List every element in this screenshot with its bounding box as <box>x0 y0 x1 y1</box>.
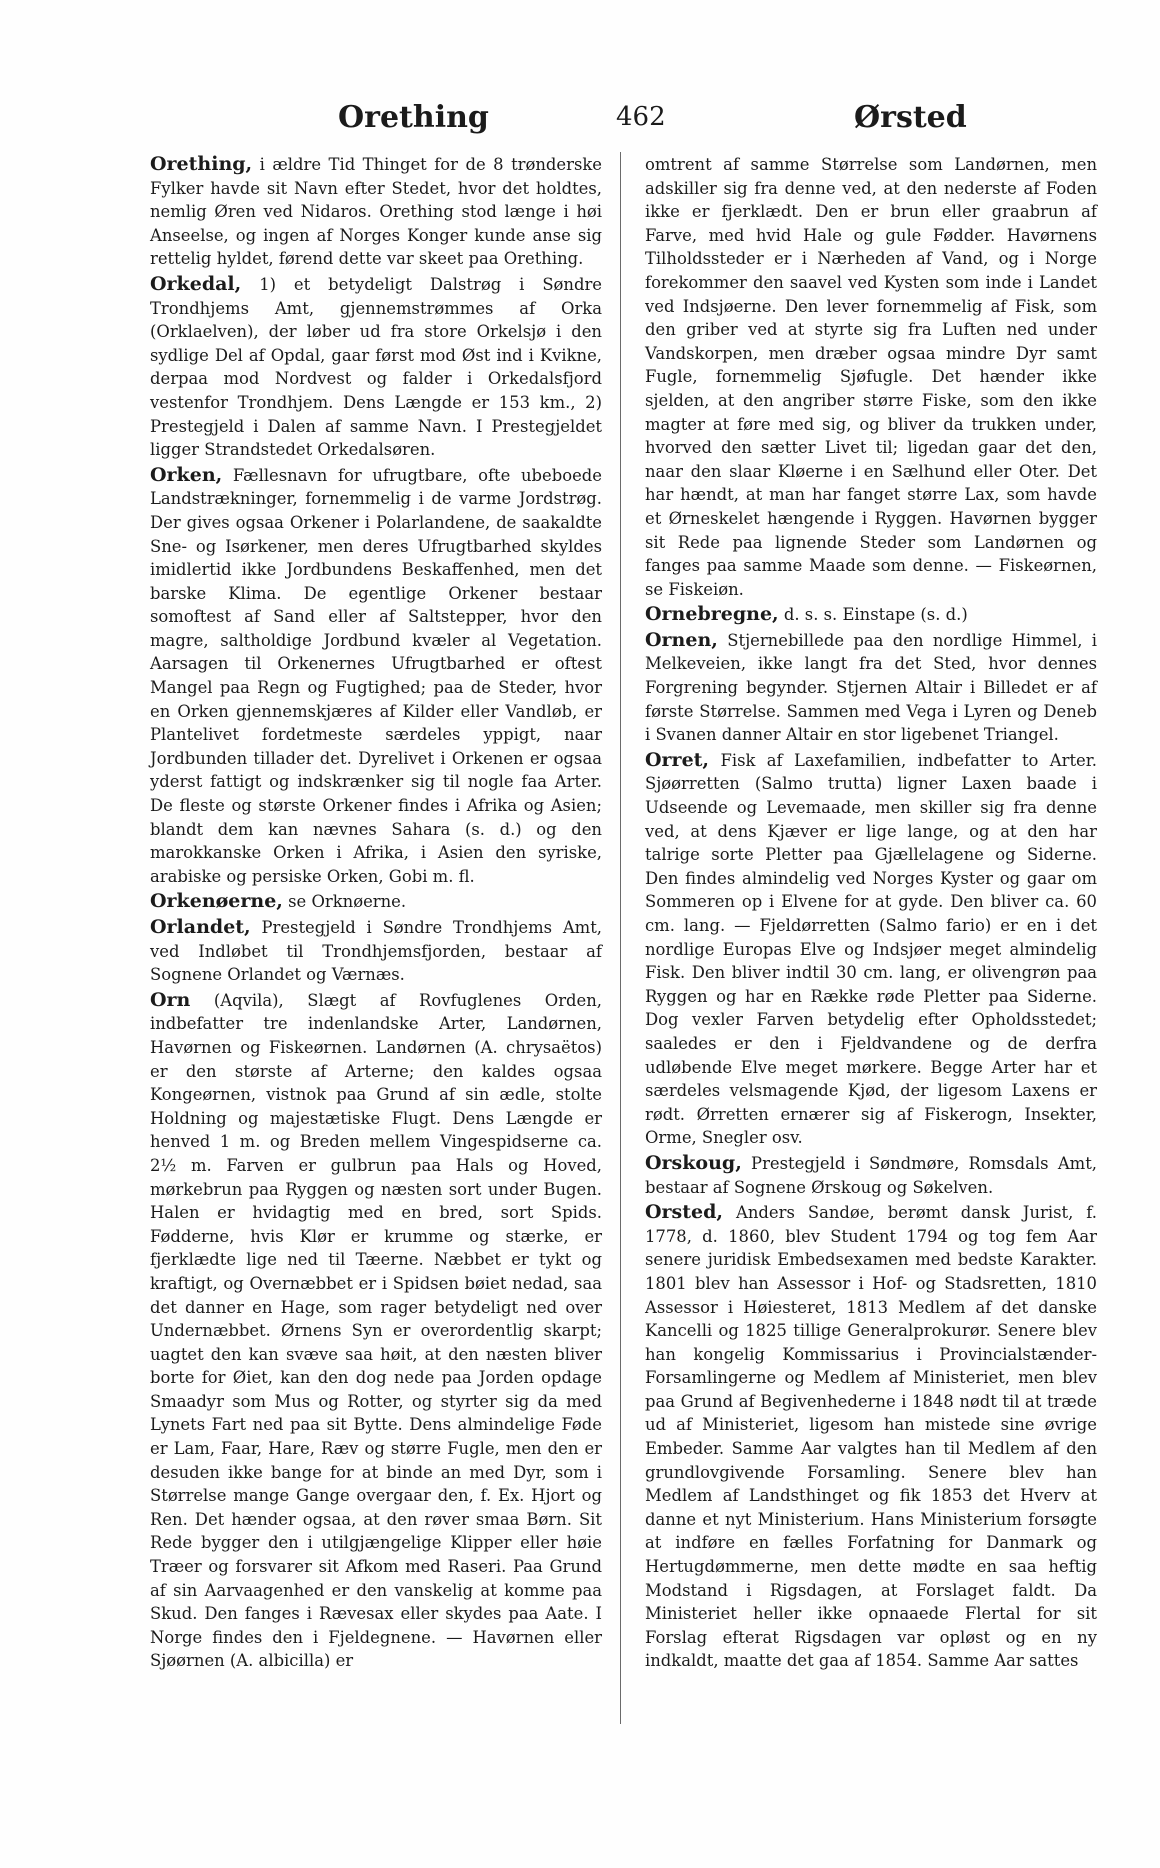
entry-text: Anders Sandøe, berømt dansk Jurist, f. 1778, d. 1860, blev Student 1794 og tog fem Aar senere juridisk Embedsexamen med bedste Karakter. 1801 blev han Assessor i Hof- og Stadsretten, 1810 Assessor i Høiesteret, 1813 Medlem af det danske Kancelli og 1825 tillige Generalprokurør. Senere blev han kongelig Kommissarius i Provincialstænder-Forsamlingerne og Medlem af Ministeriet, men blev paa Grund af Begivenhederne i 1848 nødt til at træde ud af Ministeriet, ligesom han mistede sine øvrige Embeder. Samme Aar valgtes han til Medlem af den grundlovgivende Forsamling. Senere blev han Medlem af Landsthinget og fik 1853 det Hverv at danne et nyt Ministerium. Hans Ministerium forsøgte at indføre en fælles Forfatning for Danmark og Hertugdømmerne, men dette mødte en saa heftig Modstand i Rigsdagen, at Forslaget faldt. Da Ministeriet heller ikke opnaaede Flertal for sit Forslag efterat Rigsdagen var opløst og en ny indkaldt, maatte det gaa af 1854. Samme Aar sattes <box>645 1203 1097 1671</box>
entry <box>150 464 602 889</box>
entry <box>645 1152 1097 1199</box>
headword: Orkenøerne, <box>150 890 283 913</box>
entry <box>150 989 602 1673</box>
entry <box>150 890 602 914</box>
headword: Orret, <box>645 748 710 771</box>
headword: Orething, <box>150 153 253 175</box>
entry <box>150 273 602 462</box>
entry <box>150 153 602 271</box>
entry-text: Prestegjeld i Søndre Trondhjems Amt, ved Indløbet til Trondhjemsfjorden, bestaar af Sognene Orlandet og Værnæs. <box>150 918 602 985</box>
headword: Orlandet, <box>150 916 251 938</box>
headword: Orn <box>150 988 191 1011</box>
page-number: 462 <box>616 102 666 132</box>
entry-text: omtrent af samme Størrelse som Landørnen, men adskiller sig fra denne ved, at den nederste af Foden ikke er fjerklædt. Den er brun eller graabrun af Farve, med hvid Hale og gule Fødder. Havørnens Tilholdssteder er i Nærheden af Vand, og i Norge forekommer den saavel ved Kysten som inde i Landet ved Indsjøerne. Den lever fornemmelig af Fisk, som den griber ved at styrte sig fra Luften ned under Vandskorpen, men dræber ogsaa mindre Dyr samt Fugle, fornemmelig Sjøfugle. Det hænder ikke sjelden, at den angriber større Fiske, som den ikke magter at føre med sig, og bliver da trukken under, hvorved den sætter Livet til; ligedan gaar det den, naar den slaar Kløerne i en Sælhund eller Oter. Det har hændt, at man har fanget større Lax, som havde et Ørneskelet hængende i Ryggen. Havørnen bygger sit Rede paa lignende Steder som Landørnen og fanges paa samme Maade som denne. — Fiskeørnen, se Fiskeiøn. <box>645 155 1097 599</box>
entry-text: Fisk af Laxefamilien, indbefatter to Arter. Sjøørretten (Salmo trutta) ligner Laxen baade i Udseende og Levemaade, men skiller sig fra denne ved, at dens Kjæver er lige lange, og at den har talrige sorte Pletter paa Gjællelagene og Siderne. Den findes almindelig ved Norges Kyster og gaar om Sommeren op i Elvene for at gyde. Den bliver ca. 60 cm. lang. — Fjeldørretten (Salmo fario) er en i det nordlige Europas Elve og Indsjøer meget almindelig Fisk. Den bliver indtil 30 cm. lang, er olivengrøn paa Ryggen og har en Række røde Pletter paa Siderne. Dog vexler Farven betydelig efter Opholdsstedet; saaledes er den i Fjeldvandene og de derfra udløbende Elve meget mørkere. Begge Arter har et særdeles velsmagende Kjød, der ligesom Laxens er rødt. Ørretten ernærer sig af Fiskerogn, Insekter, Orme, Snegler osv. <box>645 750 1097 1148</box>
headword: Orsted, <box>645 1201 724 1224</box>
entry-text: se Orknøerne. <box>288 892 407 912</box>
entry <box>645 749 1097 1150</box>
entry <box>150 916 602 987</box>
headword: Ornen, <box>645 628 718 651</box>
right-column <box>645 153 1097 1675</box>
running-head-right: Ørsted <box>854 100 967 135</box>
entry <box>645 603 1097 627</box>
entry-text: d. s. s. Einstape (s. d.) <box>783 605 968 625</box>
entry <box>645 1201 1097 1673</box>
headword: Ornebregne, <box>645 603 779 626</box>
entry-continuation <box>645 153 1097 601</box>
left-column <box>150 153 602 1675</box>
entry <box>645 629 1097 747</box>
running-head-left: Orething <box>338 100 489 135</box>
entry-text: 1) et betydeligt Dalstrøg i Søndre Trondhjems Amt, gjennemstrømmes af Orka (Orklaelven), der løber ud fra store Orkelsjø i den sydlige Del af Opdal, gaar først mod Øst ind i Kvikne, derpaa mod Nordvest og falder i Orkedalsfjord vestenfor Trondhjem. Dens Længde er 153 km., 2) Prestegjeld i Dalen af samme Navn. I Prestegjeldet ligger Strandstedet Orkedalsøren. <box>150 274 602 460</box>
entry-text: Fællesnavn for ufrugtbare, ofte ubeboede Landstrækninger, fornemmelig i de varme Jordstrøg. Der gives ogsaa Orkener i Polarlandene, de saakaldte Sne- og Isørkener, men deres Ufrugtbarhed skyldes imidlertid ikke Jordbundens Beskaffenhed, men det barske Klima. De egentlige Orkener bestaar somoftest af Sand eller af Saltstepper, hvor den magre, saltholdige Jordbund kvæler al Vegetation. Aarsagen til Orkenernes Ufrugtbarhed er oftest Mangel paa Regn og Fugtighed; paa de Steder, hvor en Orken gjennemskjæres af Kilder eller Vandløb, er Plantelivet fordetmeste særdeles yppigt, naar Jordbunden tillader det. Dyrelivet i Orkenen er ogsaa yderst fattigt og indskrænker sig til nogle faa Arter. De fleste og største Orkener findes i Afrika og Asien; blandt dem kan nævnes Sahara (s. d.) og den marokkanske Orken i Afrika, i Asien den syriske, arabiske og persiske Orken, Gobi m. fl. <box>150 465 602 886</box>
entry-text: i ældre Tid Thinget for de 8 trønderske Fylker havde sit Navn efter Stedet, hvor det holdtes, nemlig Øren ved Nidaros. Orething stod længe i høi Anseelse, og ingen af Norges Konger kunde anse sig rettelig hyldet, førend dette var skeet paa Orething. <box>150 155 602 269</box>
column-divider <box>620 152 621 1724</box>
headword: Orkedal, <box>150 272 242 295</box>
entry-text: (Aqvila), Slægt af Rovfuglenes Orden, indbefatter tre indenlandske Arter, Landørnen, Havørnen og Fiskeørnen. Landørnen (A. chrysaëtos) er den største af Arterne; den kaldes ogsaa Kongeørnen, vistnok paa Grund af sin ædle, stolte Holdning og majestætiske Flugt. Dens Længde er henved 1 m. og Breden mellem Vingespidserne ca. 2½ m. Farven er gulbrun paa Hals og Hoved, mørkebrun paa Ryggen og næsten sort under Bugen. Halen er hvidagtig med en bred, sort Spids. Fødderne, hvis Klør er krumme og stærke, er fjerklædte lige ned til Tæerne. Næbbet er tykt og kraftigt, og Overnæbbet er i Spidsen bøiet nedad, saa det danner en Hage, som rager betydeligt ned over Undernæbbet. Ørnens Syn er overordentlig skarpt; uagtet den kan svæve saa høit, at den næsten bliver borte for Øiet, kan den dog nede paa Jorden opdage Smaadyr som Mus og Rotter, og styrter sig da med Lynets Fart ned paa sit Bytte. Dens almindelige Føde er Lam, Faar, Hare, Ræv og større Fugle, men den er desuden ikke bange for at binde an med Dyr, som i Størrelse mange Gange overgaar den, f. Ex. Hjort og Ren. Det hænder ogsaa, at den røver smaa Børn. Sit Rede bygger den i utilgjængelige Klipper eller høie Træer og forsvarer sit Afkom med Raseri. Paa Grund af sin Aarvaagenhed er den vanskelig at komme paa Skud. Den fanges i Rævesax eller skydes paa Aate. I Norge findes den i Fjeldegnene. — Havørnen eller Sjøørnen (A. albicilla) er <box>150 990 602 1671</box>
entry-text: Stjernebillede paa den nordlige Himmel, i Melkeveien, ikke langt fra det Sted, hvor dennes Forgrening begynder. Stjernen Altair i Billedet er af første Størrelse. Sammen med Vega i Lyren og Deneb i Svanen danner Altair en stor ligebenet Triangel. <box>645 630 1097 745</box>
headword: Orskoug, <box>645 1151 742 1174</box>
entry-text: Prestegjeld i Søndmøre, Romsdals Amt, bestaar af Sognene Ørskoug og Søkelven. <box>645 1153 1097 1197</box>
headword: Orken, <box>150 463 223 486</box>
